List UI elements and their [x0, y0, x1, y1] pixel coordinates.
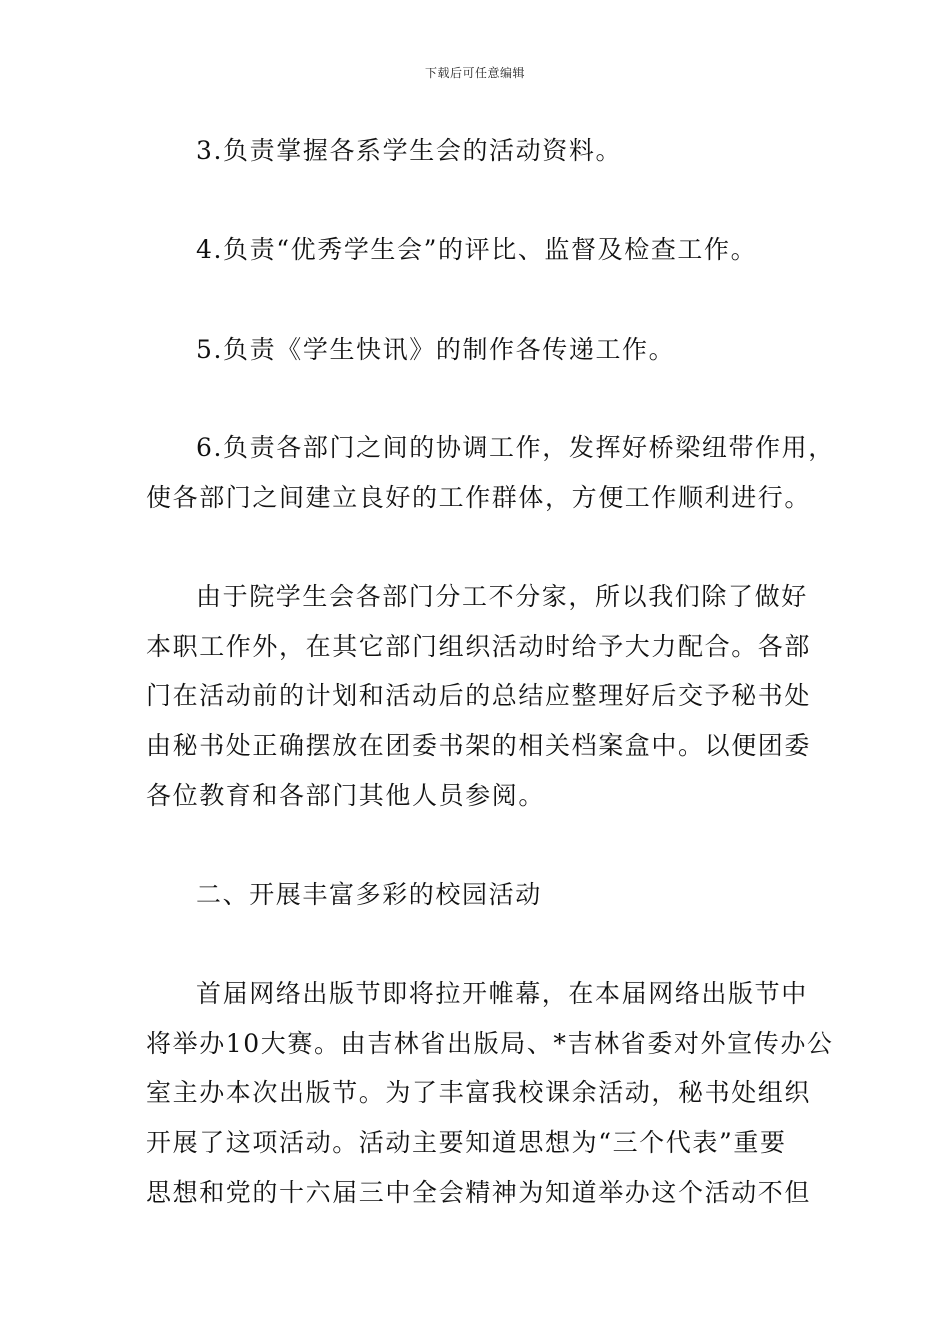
paragraph-1-line-5: 各位教育和各部门其他人员参阅。 — [146, 781, 546, 810]
list-item-4: 4.负责“优秀学生会”的评比、监督及检查工作。 — [196, 235, 758, 264]
list-item-3: 3.负责掌握各系学生会的活动资料。 — [196, 136, 623, 165]
paragraph-1-line-3: 门在活动前的计划和活动后的总结应整理好后交予秘书处 — [146, 681, 812, 710]
section-heading-2: 二、开展丰富多彩的校园活动 — [196, 880, 542, 909]
paragraph-2-line-3: 室主办本次出版节。为了丰富我校课余活动，秘书处组织 — [146, 1078, 812, 1107]
paragraph-1-line-1: 由于院学生会各部门分工不分家，所以我们除了做好 — [196, 582, 808, 611]
paragraph-1-line-2: 本职工作外，在其它部门组织活动时给予大力配合。各部 — [146, 632, 812, 661]
paragraph-1-line-4: 由秘书处正确摆放在团委书架的相关档案盒中。以便团委 — [146, 731, 812, 760]
paragraph-2-line-1: 首届网络出版节即将拉开帷幕，在本届网络出版节中 — [196, 979, 808, 1008]
paragraph-2-line-4: 开展了这项活动。活动主要知道思想为“三个代表”重要 — [146, 1128, 787, 1157]
page-header: 下载后可任意编辑 — [424, 66, 525, 80]
list-item-6-line-2: 使各部门之间建立良好的工作群体，方便工作顺利进行。 — [146, 483, 812, 512]
paragraph-2-line-2: 将举办10大赛。由吉林省出版局、*吉林省委对外宣传办公 — [146, 1029, 834, 1058]
list-item-6-line-1: 6.负责各部门之间的协调工作，发挥好桥梁纽带作用， — [196, 433, 835, 462]
paragraph-2-line-5: 思想和党的十六届三中全会精神为知道举办这个活动不但 — [146, 1178, 812, 1207]
list-item-5: 5.负责《学生快讯》的制作各传递工作。 — [196, 335, 676, 364]
